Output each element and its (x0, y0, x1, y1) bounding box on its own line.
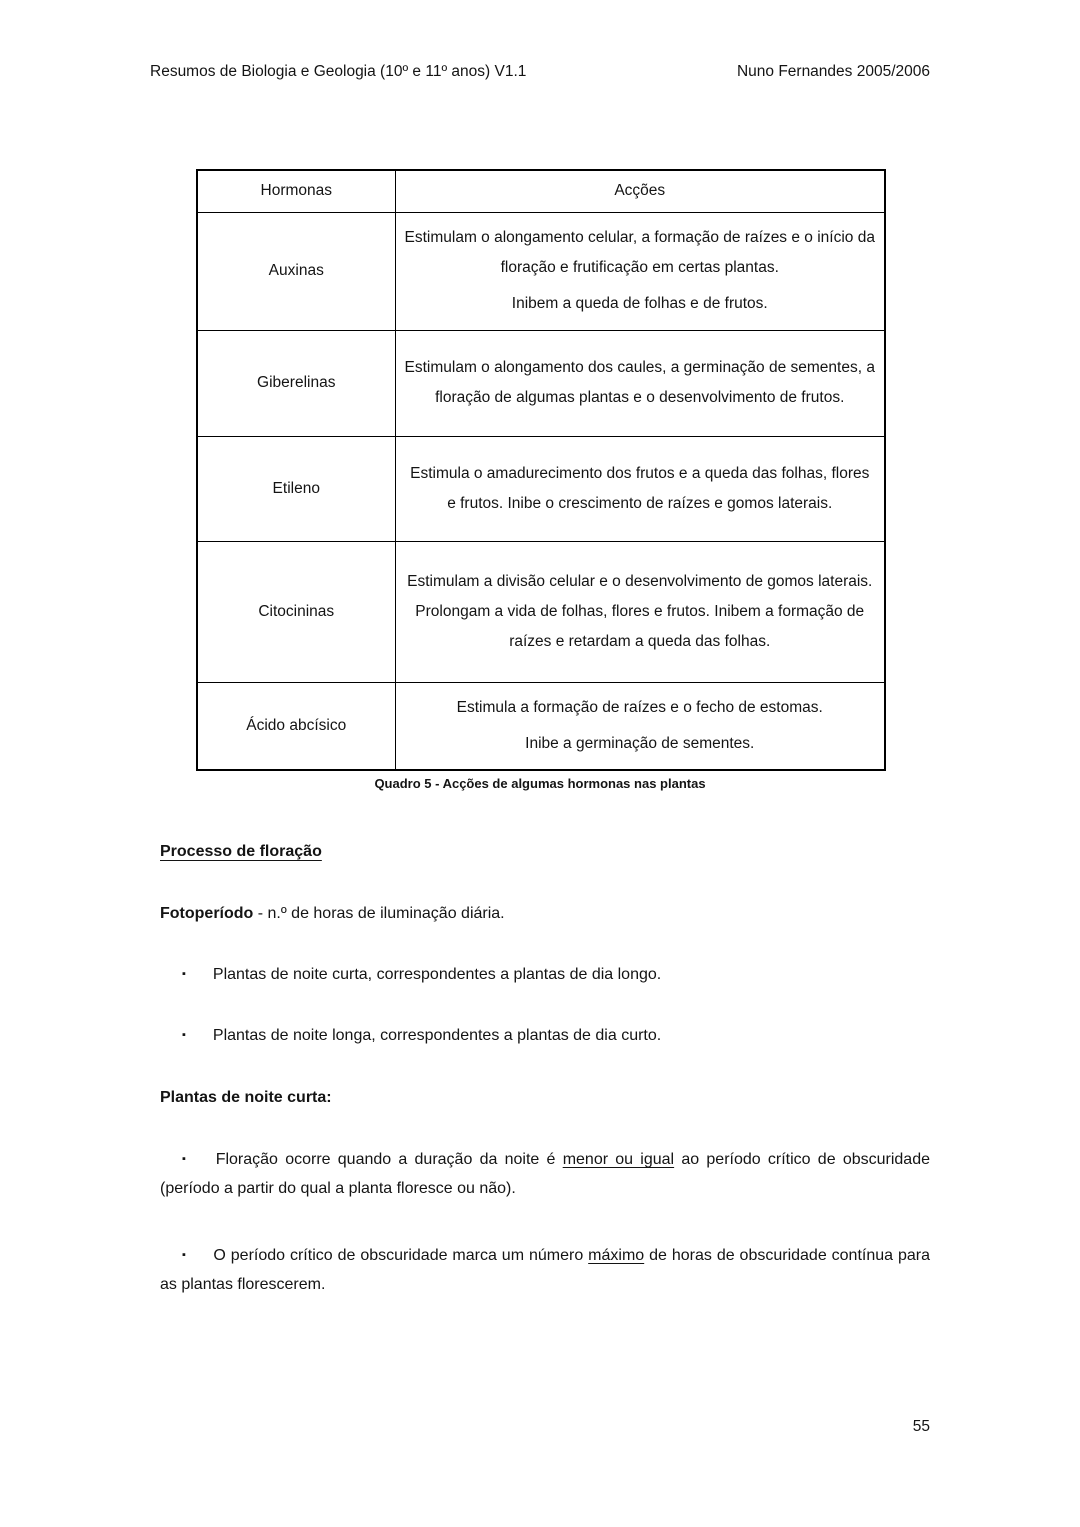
list-item (160, 1021, 930, 1050)
underlined-phrase: menor ou igual (562, 1151, 675, 1168)
hormones-table (196, 169, 886, 771)
column-header-accoes: Acções (395, 170, 885, 212)
action-text: Estimula o amadurecimento dos frutos e a queda das folhas, flores e frutos. Inibe o crescimento de raízes e gomos laterais. (410, 464, 870, 512)
action-text: Estimulam o alongamento dos caules, a germinação de sementes, a floração de algumas plantas e o desenvolvimento de frutos. (404, 359, 875, 406)
hormone-cell: Etileno (197, 436, 395, 541)
action-text: Estimulam a divisão celular e o desenvolvimento de gomos laterais. Prolongam a vida de folhas, flores e frutos. Inibem a formação de raízes e retardam a queda das folhas. (407, 572, 873, 650)
list-item-text: Plantas de noite curta, correspondentes a plantas de dia longo. (212, 966, 662, 983)
actions-cell (395, 541, 885, 682)
action-text: Inibem a queda de folhas e de frutos. (511, 295, 768, 312)
table-header-row (197, 170, 885, 212)
fotoperiodo-term: Fotoperíodo (160, 905, 254, 922)
table-caption: Quadro 5 - Acções de algumas hormonas nas plantas (374, 776, 706, 791)
table-row (197, 436, 885, 541)
hormone-cell: Auxinas (197, 212, 395, 330)
table-row (197, 212, 885, 330)
underlined-phrase: máximo (588, 1247, 645, 1264)
hormones-table-wrap (196, 169, 884, 771)
page-number: 55 (912, 1418, 930, 1435)
action-text: Inibe a germinação de sementes. (525, 734, 755, 752)
list-item-text: Plantas de noite longa, correspondentes a plantas de dia curto. (212, 1027, 662, 1044)
actions-cell (395, 212, 885, 330)
actions-cell (395, 330, 885, 436)
header-author: Nuno Fernandes 2005/2006 (736, 63, 930, 80)
hormone-cell: Ácido abcísico (197, 682, 395, 770)
list-item (160, 960, 930, 989)
bullet-square-icon: ▪ (182, 1249, 187, 1261)
section-title: Processo de floração (160, 843, 322, 860)
hormone-cell: Citocininas (197, 541, 395, 682)
list-item-text: O período crítico de obscuridade marca um número (213, 1247, 589, 1264)
bullet-square-icon: ▪ (182, 1029, 186, 1041)
bullet-square-icon: ▪ (182, 1153, 189, 1165)
action-text: Estimulam o alongamento celular, a formação de raízes e o início da floração e frutificação em certas plantas. (404, 229, 875, 276)
table-row (197, 682, 885, 770)
list-item (160, 1241, 930, 1299)
action-text: Estimula a formação de raízes e o fecho de estomas. (456, 698, 823, 716)
list-item-text: de horas de obscuridade contínua para as plantas florescerem. (160, 1247, 930, 1293)
table-row (197, 330, 885, 436)
hormone-cell: Giberelinas (197, 330, 395, 436)
fotoperiodo-definition (160, 899, 930, 928)
document-header (150, 63, 930, 81)
list-item-text: Floração ocorre quando a duração da noite é (215, 1151, 563, 1168)
table-row (197, 541, 885, 682)
bullet-square-icon: ▪ (182, 968, 186, 980)
list-item (160, 1145, 930, 1203)
fotoperiodo-def-text: - n.º de horas de iluminação diária. (253, 905, 505, 922)
list-item-text: ao período crítico de obscuridade (período a partir do qual a planta floresce ou não). (160, 1151, 931, 1197)
actions-cell (395, 436, 885, 541)
subheading-plantas-noite-curta: Plantas de noite curta: (160, 1089, 332, 1106)
header-course-title: Resumos de Biologia e Geologia (10º e 11º anos) V1.1 (150, 63, 527, 80)
actions-cell (395, 682, 885, 770)
column-header-hormonas: Hormonas (197, 170, 395, 212)
